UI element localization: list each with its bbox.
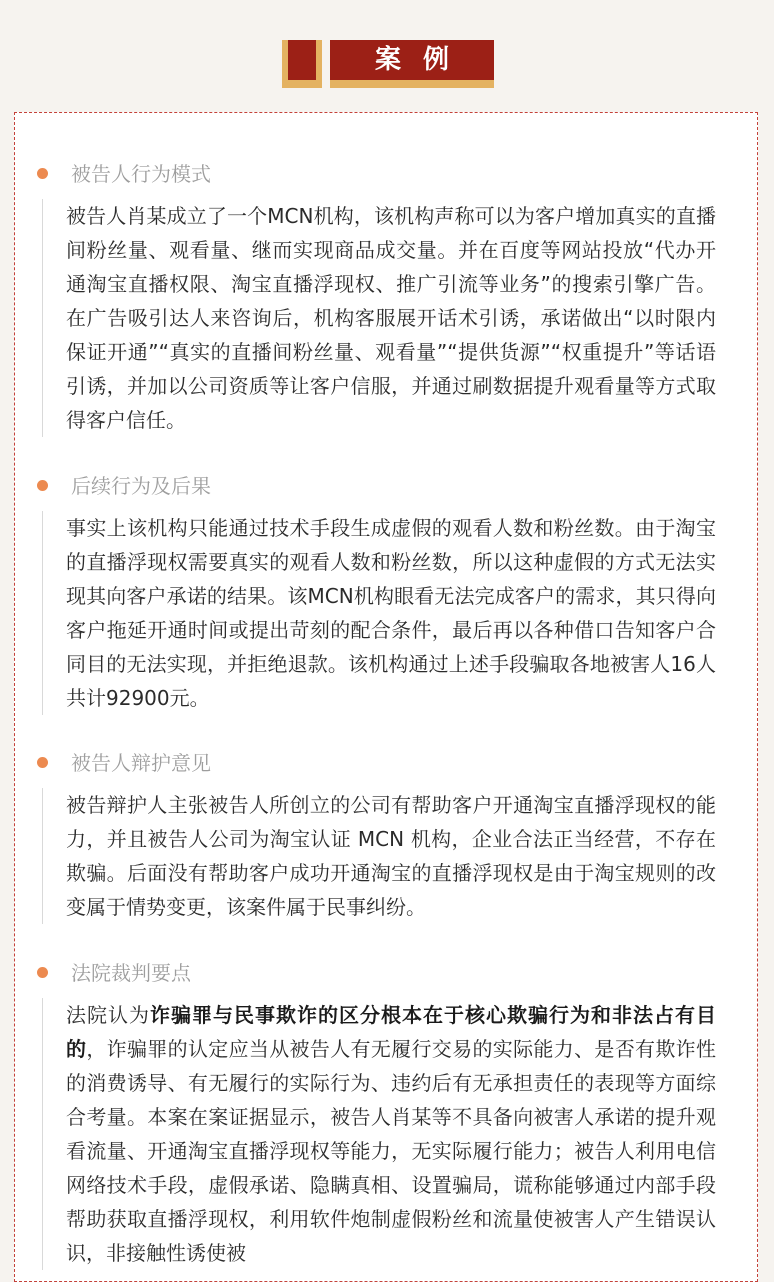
section-header [15,958,757,988]
paragraph-prefix: 法院认为 [66,1003,150,1027]
badge-title-bar [330,40,494,88]
badge-decoration-square [282,40,322,88]
emphasis-text: 诈骗罪与民事欺诈的区分根本在于核心欺骗行为和非法占有目的 [66,1003,716,1061]
section-paragraph [66,998,716,1270]
section-body [42,511,716,715]
section-body [42,998,716,1270]
section-body [42,199,716,437]
bullet-dot-icon [37,480,48,491]
section-follow-up-consequences [15,471,757,715]
section-header [15,748,757,778]
section-paragraph: 被告人肖某成立了一个MCN机构，该机构声称可以为客户增加真实的直播间粉丝量、观看量、继而实现商品成交量。并在百度等网站投放“代办开通淘宝直播权限、淘宝直播浮现权、推广引流等业务”的搜索引擎广告。在广告吸引达人来咨询后，机构客服展开话术引诱，承诺做出“以时限内保证开通”“真实的直播间粉丝量、观看量”“提供货源”“权重提升”等话语引诱，并加以公司资质等让客户信服，并通过刷数据提升观看量等方式取得客户信任。 [66,204,716,432]
case-card [14,112,758,1282]
section-defendant-behavior [15,159,757,437]
section-paragraph: 被告辩护人主张被告人所创立的公司有帮助客户开通淘宝直播浮现权的能力，并且被告人公司为淘宝认证 MCN 机构，企业合法正当经营，不存在欺骗。后面没有帮助客户成功开通淘宝的直播浮现权是由于淘宝规则的改变属于情势变更，该案件属于民事纠纷。 [66,793,716,919]
paragraph-rest: ，诈骗罪的认定应当从被告人有无履行交易的实际能力、是否有欺诈性的消费诱导、有无履行的实际行为、违约后有无承担责任的表现等方面综合考量。本案在案证据显示，被告人肖某等不具备向被害人承诺的提升观看流量、开通淘宝直播浮现权等能力，无实际履行能力；被告人利用电信网络技术手段，虚假承诺、隐瞒真相、设置骗局，谎称能够通过内部手段帮助获取直播浮现权，利用软件炮制虚假粉丝和流量使被害人产生错误认识，非接触性诱使被 [66,1037,717,1265]
section-paragraph: 事实上该机构只能通过技术手段生成虚假的观看人数和粉丝数。由于淘宝的直播浮现权需要真实的观看人数和粉丝数，所以这种虚假的方式无法实现其向客户承诺的结果。该MCN机构眼看无法完成客户的需求，其只得向客户拖延开通时间或提出苛刻的配合条件，最后再以各种借口告知客户合同目的无法实现，并拒绝退款。该机构通过上述手段骗取各地被害人16人共计92900元。 [66,516,716,710]
bullet-dot-icon [37,967,48,978]
section-title: 法院裁判要点 [71,961,191,985]
bullet-dot-icon [37,757,48,768]
case-header-badge [282,40,494,92]
section-body [42,788,716,924]
section-court-ruling [15,958,757,1270]
page-title: 案例 [330,40,494,80]
section-header [15,471,757,501]
section-defense-opinion [15,748,757,924]
section-title: 被告人辩护意见 [71,751,211,775]
section-title: 被告人行为模式 [71,162,211,186]
section-title: 后续行为及后果 [71,474,211,498]
bullet-dot-icon [37,168,48,179]
section-header [15,159,757,189]
